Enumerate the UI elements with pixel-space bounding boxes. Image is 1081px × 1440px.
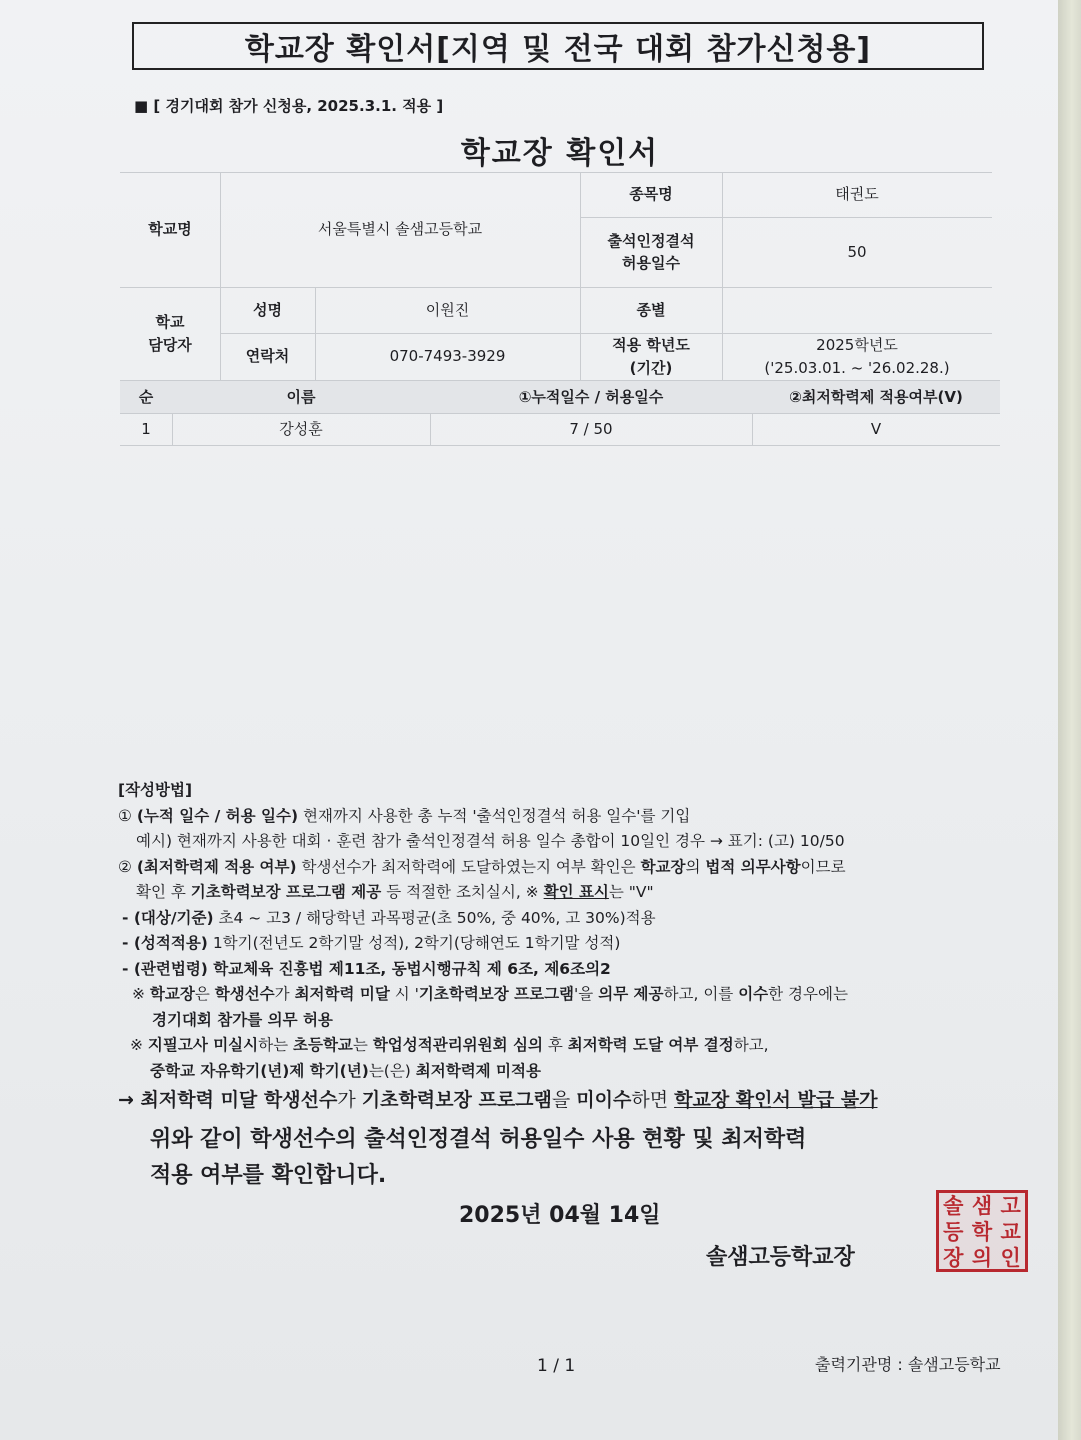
row-name: 강성훈 [279,420,323,439]
col-header-no: 순 [138,387,154,406]
page-number: 1 / 1 [537,1356,576,1376]
instruction-line [118,1059,878,1085]
manager-label [120,287,220,380]
paper-edge [1058,0,1081,1440]
text: ※ [130,1036,148,1054]
text: 시 ' [389,985,419,1003]
row-days: 7 / 50 [569,420,613,439]
bold-text: (최저학력제 적용 여부) [136,857,297,876]
absence-label-line2: 허용일수 [622,254,680,272]
confirmation-line2: 적용 여부를 확인합니다. [150,1163,387,1188]
instructions-heading: [작성방법] [118,781,193,799]
text: 이므로 [800,857,846,876]
instruction-line [118,880,878,906]
text: 하면 [631,1089,675,1111]
seal-char: 의 [971,1246,993,1270]
sport-label: 종목명 [629,185,673,204]
school-name-label: 학교명 [148,220,192,239]
bold-text: (누적 일수 / 허용 일수) [136,806,299,825]
manager-name: 이원진 [425,300,470,319]
school-name: 서울특별시 솔샘고등학교 [317,220,483,239]
bold-text: - (성적적용) [122,934,208,952]
bold-underlined-text: 학교장 확인서 발급 불가 [674,1089,878,1111]
text: 의 [685,857,706,876]
manager-label-line1: 학교 [155,313,185,331]
instruction-line: 경기대회 참가를 의무 허용 [152,1010,333,1029]
year-label [580,333,722,380]
bold-text: 최저학력 미달 학생선수 [140,1089,338,1111]
num-1: ① [118,806,132,825]
text: 하는 [258,1036,294,1054]
instruction-line [118,855,878,881]
manager-name-label: 성명 [253,300,282,319]
instruction-line [118,982,878,1008]
issue-date: 2025년 04월 14일 [459,1203,661,1228]
col-header-days: ①누적일수 / 허용일수 [518,387,664,406]
contact-value: 070-7493-3929 [389,347,506,366]
instructions [118,778,878,1114]
instruction-line [118,906,878,932]
row-no: 1 [141,420,151,439]
text: 는 [352,1036,373,1054]
form-note: ■ [ 경기대회 참가 신청용, 2025.3.1. 적용 ] [134,97,444,115]
bold-text: 법적 의무사항 [705,857,801,876]
text: 후 [542,1036,568,1054]
text: 가 [337,1089,362,1111]
period-text: ('25.03.01. ~ '26.02.28.) [764,358,950,377]
bold-text: 중학교 자유학기(년)제 학기(년) [150,1061,369,1080]
bold-text: 미이수 [576,1089,632,1111]
text: '을 [574,985,599,1003]
text: 1학기(전년도 2학기말 성적), 2학기(당해연도 1학기말 성적) [207,934,621,952]
bold-text: 이수 [738,985,769,1003]
text: 확인 후 [136,883,191,901]
seal-char: 학 [971,1220,993,1244]
text: 하고, [733,1036,769,1054]
text: 등 적절한 조치실시, ※ [381,883,544,901]
bold-text: 기초학력보장 프로그램 제공 [190,883,382,901]
text: 을 [551,1089,577,1111]
seal-char: 인 [1000,1246,1021,1270]
text: 은 [194,985,215,1003]
principal-signature: 솔샘고등학교장 [706,1245,855,1270]
text: 초4 ~ 고3 / 해당학년 과목평균(초 50%, 중 40%, 고 30%)적용 [213,908,656,927]
year-label-line1: 적용 학년도 [612,336,690,354]
confirmation-line1: 위와 같이 학생선수의 출석인정결석 허용일수 사용 현황 및 최저학력 [150,1127,807,1152]
bold-text: 학업성적관리위원회 심의 [372,1036,543,1054]
seal-char: 등 [943,1220,964,1244]
text: 가 [274,985,295,1003]
confirmation-statement [150,1122,806,1194]
text: → [118,1089,141,1111]
year-text: 2025학년도 [816,336,898,354]
text: 학생선수가 최저학력에 도달하였는지 여부 확인은 [296,857,641,876]
year-value [722,333,992,380]
bold-text: 기초학력보장 프로그램 [361,1089,552,1111]
official-seal-icon [936,1190,1028,1272]
text: 한 경우에는 [768,985,848,1003]
bold-text: 최저학력 미달 [294,985,390,1003]
text: ※ [132,985,150,1003]
contact-label: 연락처 [245,347,290,366]
bold-text: 최저학력제 미적용 [415,1061,541,1080]
text: 현재까지 사용한 총 누적 '출석인정결석 허용 일수'를 기입 [298,806,691,825]
row-check: V [870,420,882,439]
col-header-name: 이름 [286,387,316,406]
bold-text: - (대상/기준) [122,908,214,927]
year-label-line2: (기간) [629,358,673,377]
category-label: 종별 [636,300,666,319]
bold-text: 의무 제공 [598,985,664,1003]
absence-days-value: 50 [847,242,867,261]
num-2: ② [118,857,132,876]
text: 하고, 이를 [663,985,739,1003]
seal-char: 샘 [971,1194,993,1218]
absence-days-label [580,217,722,287]
printer-info: 출력기관명 : 솔샘고등학교 [815,1355,1001,1374]
bold-text: 학생선수 [214,985,275,1003]
table-rule [120,445,1000,446]
bold-text: 기초학력보장 프로그램 [418,985,575,1003]
instruction-line [118,1088,878,1114]
bold-underlined-text: 확인 표시 [543,883,609,901]
header-title: 학교장 확인서[지역 및 전국 대회 참가신청용] [132,22,984,70]
bold-text: 지필고사 미실시 [147,1036,259,1054]
instruction-line: - (관련법령) 학교체육 진흥법 제11조, 동법시행규칙 제 6조, 제6조의2 [122,959,611,978]
seal-char: 고 [1000,1194,1021,1218]
instruction-line [118,1033,878,1059]
seal-char: 교 [1000,1220,1021,1244]
bold-text: 학교장 [640,857,686,876]
bold-text: 학교장 [149,985,195,1003]
text: 는 "V" [608,883,654,901]
doc-title: 학교장 확인서 [460,136,660,171]
manager-label-line2: 담당자 [148,335,192,354]
instruction-line: 예시) 현재까지 사용한 대회 · 훈련 참가 출석인정결석 허용 일수 총합이 10일인 경우 → 표기: (고) 10/50 [136,832,845,850]
seal-char: 장 [943,1246,964,1270]
instruction-line [118,804,878,830]
seal-char: 솔 [943,1194,964,1218]
category-value [722,287,992,333]
col-header-check: ②최저학력제 적용여부(V) [789,387,963,406]
text: 는(은) [368,1061,416,1080]
bold-text: 최저학력 도달 여부 결정 [567,1036,734,1054]
absence-label-line1: 출석인정결석 [607,231,695,250]
bold-text: 초등학교 [293,1036,353,1054]
sport-value: 태권도 [835,185,879,204]
instruction-line [118,931,878,957]
